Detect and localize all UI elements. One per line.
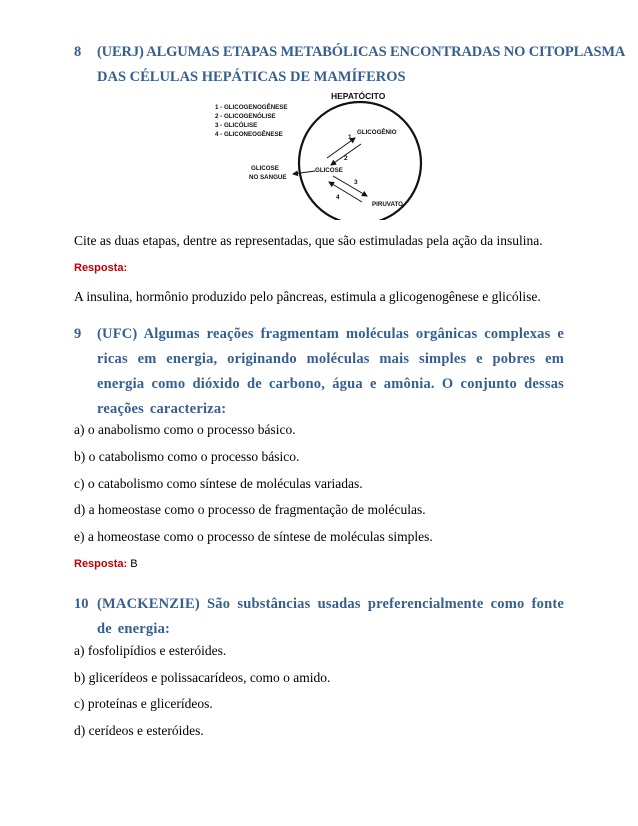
glicose-label: GLICOSE — [315, 167, 343, 174]
legend-item: 2 - GLICOGENÓLISE — [215, 113, 276, 120]
option-c: c) o catabolismo como síntese de moléculas variadas. — [74, 476, 363, 491]
heading-line: (UERJ) ALGUMAS ETAPAS METABÓLICAS ENCONTRADAS NO CITOPLASMA — [97, 44, 626, 60]
resposta-value: B — [130, 558, 138, 570]
arrow-to-blood — [293, 171, 315, 174]
resposta-row — [74, 557, 138, 571]
glicogenio-label: GLICOGÊNIO — [357, 129, 397, 136]
resposta-label: Resposta: — [74, 558, 128, 570]
option-b: b) o catabolismo como o processo básico. — [74, 449, 300, 464]
legend-item: 3 - GLICÓLISE — [215, 122, 258, 129]
option-a: a) o anabolismo como o processo básico. — [74, 422, 296, 437]
question-9-heading — [74, 322, 564, 422]
step-number: 3 — [354, 179, 358, 186]
step-number: 2 — [344, 155, 348, 162]
option-a: a) fosfolipídios e esteróides. — [74, 643, 227, 658]
piruvato-label: PIRUVATO — [372, 201, 403, 208]
question-10-heading — [74, 592, 564, 642]
question-number: 9 — [74, 326, 82, 342]
legend-item: 4 - GLICONEOGÊNESE — [215, 131, 283, 138]
step-number: 1 — [348, 134, 352, 141]
option-c: c) proteínas e glicerídeos. — [74, 696, 213, 711]
heading-line: DAS CÉLULAS HEPÁTICAS DE MAMÍFEROS — [97, 69, 406, 85]
option-d: d) cerídeos e esteróides. — [74, 723, 204, 738]
heading-text: (MACKENZIE) São substâncias usadas preferencialmente como fonte de energia: — [97, 596, 564, 637]
option-d: d) a homeostase como o processo de fragmentação de moléculas. — [74, 502, 426, 517]
step-number: 4 — [336, 194, 340, 201]
option-e: e) a homeostase como o processo de síntese de moléculas simples. — [74, 529, 433, 544]
resposta-label: Resposta: — [74, 262, 128, 274]
question-number: 8 — [74, 44, 82, 60]
question-8-answer: A insulina, hormônio produzido pelo pâncreas, estimula a glicogenogênese e glicólise. — [74, 289, 541, 304]
arrow-3 — [333, 176, 367, 196]
question-8-heading — [74, 40, 626, 90]
glicose-sangue-label: NO SANGUE — [249, 174, 287, 181]
diagram-title: HEPATÓCITO — [331, 91, 386, 101]
legend-item: 1 - GLICOGENOGÊNESE — [215, 104, 288, 111]
glicose-sangue-label: GLICOSE — [251, 165, 279, 172]
arrow-1 — [327, 138, 355, 158]
hepatocyte-diagram — [205, 88, 445, 220]
heading-text: (UFC) Algumas reações fragmentam moléculas orgânicas complexas e ricas em energia, originando moléculas mais simples e pobres em energia como dióxido de carbono, água e amônia. O conjunto dessas reações caracteriza: — [97, 326, 564, 417]
question-8-prompt: Cite as duas etapas, dentre as representadas, que são estimuladas pela ação da insulina. — [74, 233, 543, 248]
question-number: 10 — [74, 596, 89, 612]
option-b: b) glicerídeos e polissacarídeos, como o amido. — [74, 670, 331, 685]
